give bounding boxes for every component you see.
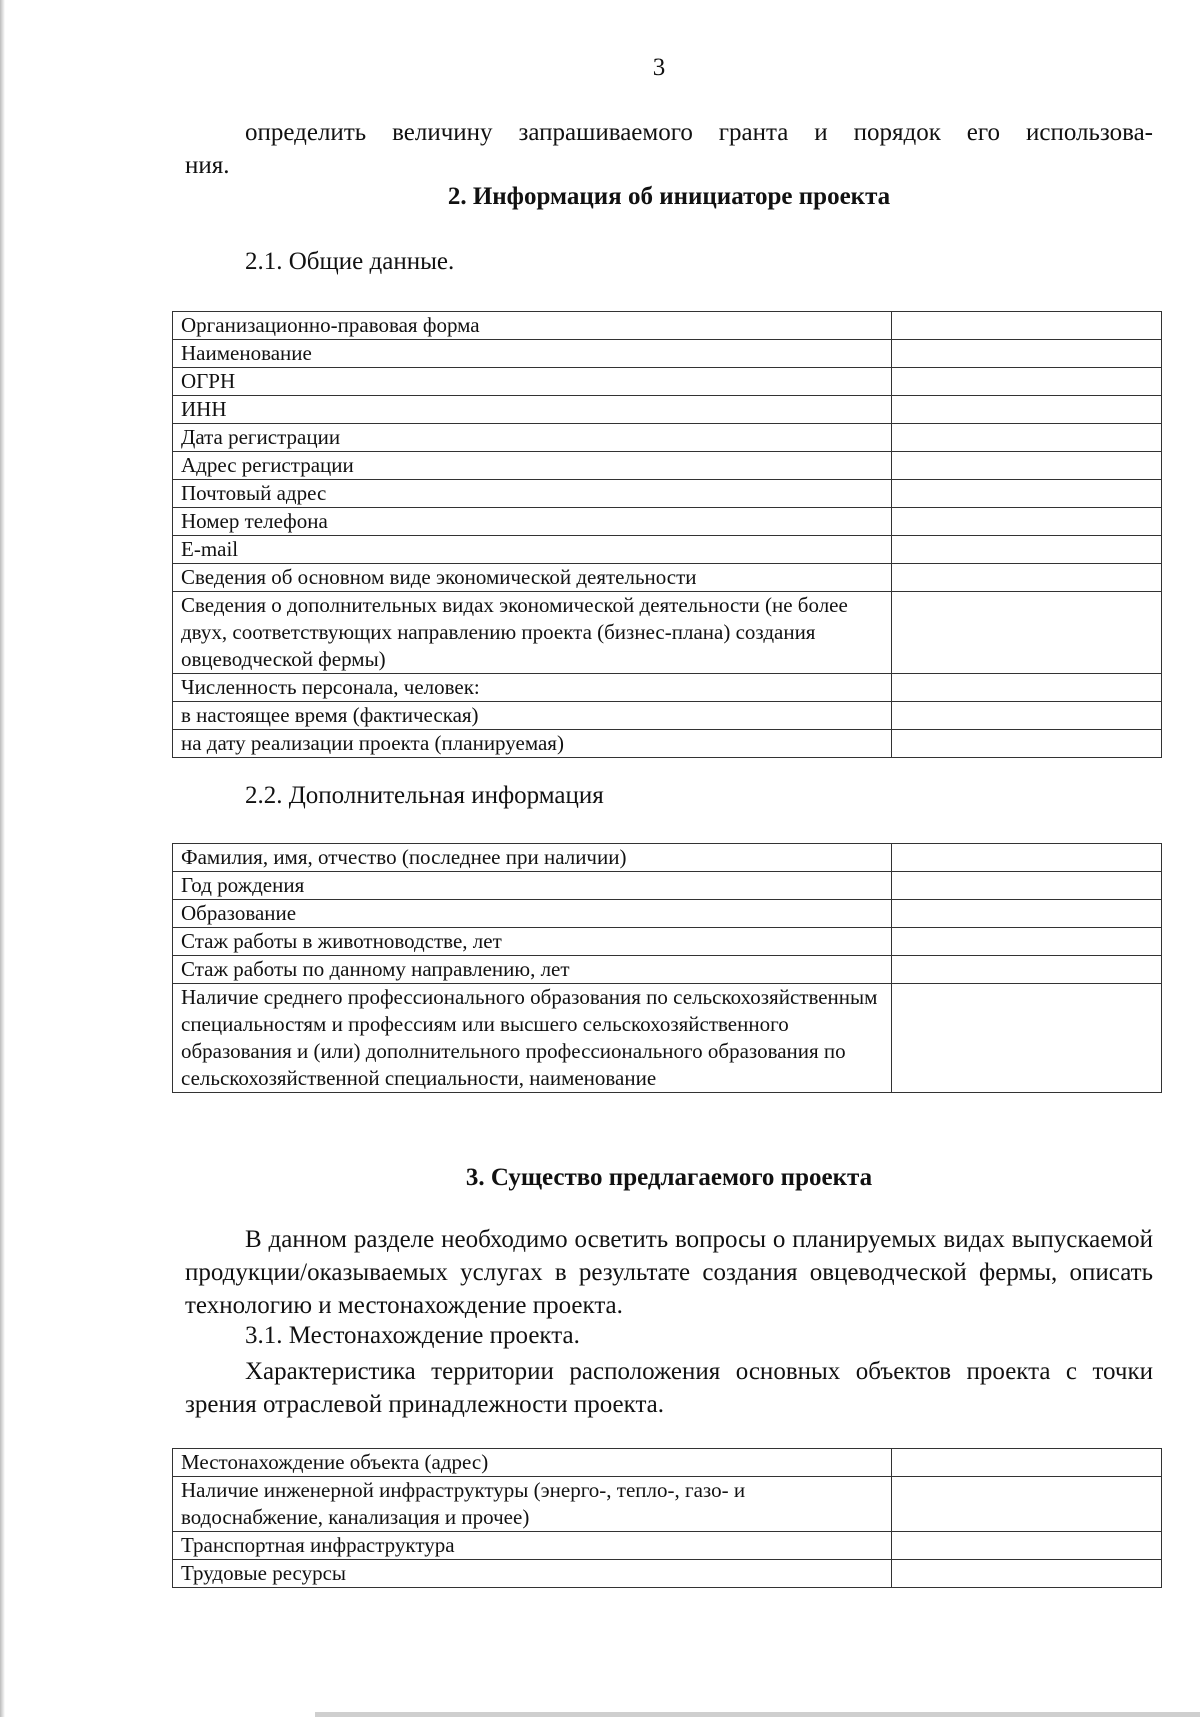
row-label: Транспортная инфраструктура bbox=[173, 1532, 892, 1560]
section-3-1-paragraph bbox=[185, 1355, 1153, 1421]
row-label: Образование bbox=[173, 900, 892, 928]
row-label: Сведения о дополнительных видах экономической деятельности (не более двух, соответствующих направлению проекта (бизнес-плана) создания овцеводческой фермы) bbox=[173, 592, 892, 674]
value-cell[interactable] bbox=[892, 1532, 1162, 1560]
table-row bbox=[173, 702, 1162, 730]
value-cell[interactable] bbox=[892, 844, 1162, 872]
row-label: ОГРН bbox=[173, 368, 892, 396]
intro-paragraph bbox=[185, 116, 1153, 182]
section-3-1-text: Характеристика территории расположения основных объектов проекта с точки зрения отраслевой принадлежности проекта. bbox=[185, 1358, 1153, 1418]
row-label: E-mail bbox=[173, 536, 892, 564]
value-cell[interactable] bbox=[892, 368, 1162, 396]
row-label: в настоящее время (фактическая) bbox=[173, 702, 892, 730]
value-cell[interactable] bbox=[892, 702, 1162, 730]
value-cell[interactable] bbox=[892, 508, 1162, 536]
general-data-table bbox=[172, 311, 1162, 758]
table-row bbox=[173, 984, 1162, 1093]
section-3-text: В данном разделе необходимо осветить вопросы о планируемых видах выпускаемой продукции/оказываемых услугах в результате создания овцеводческой фермы, описать технологию и местонахождение проекта. bbox=[185, 1226, 1153, 1319]
value-cell[interactable] bbox=[892, 564, 1162, 592]
row-label: Номер телефона bbox=[173, 508, 892, 536]
table-row bbox=[173, 1560, 1162, 1588]
table-row bbox=[173, 564, 1162, 592]
table-row bbox=[173, 928, 1162, 956]
row-label: Стаж работы по данному направлению, лет bbox=[173, 956, 892, 984]
value-cell[interactable] bbox=[892, 900, 1162, 928]
row-label: Год рождения bbox=[173, 872, 892, 900]
value-cell[interactable] bbox=[892, 340, 1162, 368]
table-row bbox=[173, 480, 1162, 508]
table-row bbox=[173, 536, 1162, 564]
row-label: Адрес регистрации bbox=[173, 452, 892, 480]
row-label: Численность персонала, человек: bbox=[173, 674, 892, 702]
intro-line-1: определить величину запрашиваемого гранта и порядок его использова- bbox=[245, 119, 1153, 146]
subsection-2-1-title: 2.1. Общие данные. bbox=[245, 248, 455, 275]
scan-bottom-edge bbox=[315, 1712, 1200, 1717]
scan-edge bbox=[0, 0, 5, 1717]
value-cell[interactable] bbox=[892, 730, 1162, 758]
intro-line-2: ния. bbox=[185, 152, 230, 179]
table-row bbox=[173, 844, 1162, 872]
row-label: на дату реализации проекта (планируемая) bbox=[173, 730, 892, 758]
value-cell[interactable] bbox=[892, 452, 1162, 480]
section-3-paragraph bbox=[185, 1223, 1153, 1322]
table-row bbox=[173, 368, 1162, 396]
value-cell[interactable] bbox=[892, 928, 1162, 956]
row-label: Стаж работы в животноводстве, лет bbox=[173, 928, 892, 956]
row-label: Наличие среднего профессионального образования по сельскохозяйственным специальностям и профессиям или высшего сельскохозяйственного образования и (или) дополнительного профессионального образования по сельскохозяйственной специальности, наименование bbox=[173, 984, 892, 1093]
value-cell[interactable] bbox=[892, 396, 1162, 424]
table-row bbox=[173, 424, 1162, 452]
table-row bbox=[173, 900, 1162, 928]
table-row bbox=[173, 872, 1162, 900]
row-label: ИНН bbox=[173, 396, 892, 424]
section-3-heading: 3. Существо предлагаемого проекта bbox=[465, 1164, 873, 1191]
value-cell[interactable] bbox=[892, 984, 1162, 1093]
value-cell[interactable] bbox=[892, 956, 1162, 984]
value-cell[interactable] bbox=[892, 480, 1162, 508]
table-row bbox=[173, 1532, 1162, 1560]
row-label: Фамилия, имя, отчество (последнее при наличии) bbox=[173, 844, 892, 872]
row-label: Трудовые ресурсы bbox=[173, 1560, 892, 1588]
table-row bbox=[173, 312, 1162, 340]
table-row bbox=[173, 452, 1162, 480]
section-2-heading: 2. Информация об инициаторе проекта bbox=[447, 183, 891, 210]
value-cell[interactable] bbox=[892, 592, 1162, 674]
row-label: Организационно-правовая форма bbox=[173, 312, 892, 340]
table-row bbox=[173, 730, 1162, 758]
row-label: Сведения об основном виде экономической деятельности bbox=[173, 564, 892, 592]
value-cell[interactable] bbox=[892, 312, 1162, 340]
additional-info-table bbox=[172, 843, 1162, 1093]
row-label: Наличие инженерной инфраструктуры (энерго-, тепло-, газо- и водоснабжение, канализация и прочее) bbox=[173, 1477, 892, 1532]
value-cell[interactable] bbox=[892, 1560, 1162, 1588]
table-row bbox=[173, 592, 1162, 674]
value-cell[interactable] bbox=[892, 674, 1162, 702]
row-label: Дата регистрации bbox=[173, 424, 892, 452]
page-number: 3 bbox=[652, 54, 666, 81]
value-cell[interactable] bbox=[892, 1477, 1162, 1532]
row-label: Наименование bbox=[173, 340, 892, 368]
subsection-3-1-title: 3.1. Местонахождение проекта. bbox=[245, 1322, 580, 1349]
table-row bbox=[173, 674, 1162, 702]
row-label: Местонахождение объекта (адрес) bbox=[173, 1449, 892, 1477]
value-cell[interactable] bbox=[892, 424, 1162, 452]
location-table bbox=[172, 1448, 1162, 1588]
value-cell[interactable] bbox=[892, 536, 1162, 564]
table-row bbox=[173, 1477, 1162, 1532]
table-row bbox=[173, 956, 1162, 984]
table-row bbox=[173, 508, 1162, 536]
table-row bbox=[173, 1449, 1162, 1477]
value-cell[interactable] bbox=[892, 872, 1162, 900]
row-label: Почтовый адрес bbox=[173, 480, 892, 508]
table-row bbox=[173, 340, 1162, 368]
table-row bbox=[173, 396, 1162, 424]
value-cell[interactable] bbox=[892, 1449, 1162, 1477]
subsection-2-2-title: 2.2. Дополнительная информация bbox=[245, 782, 604, 809]
